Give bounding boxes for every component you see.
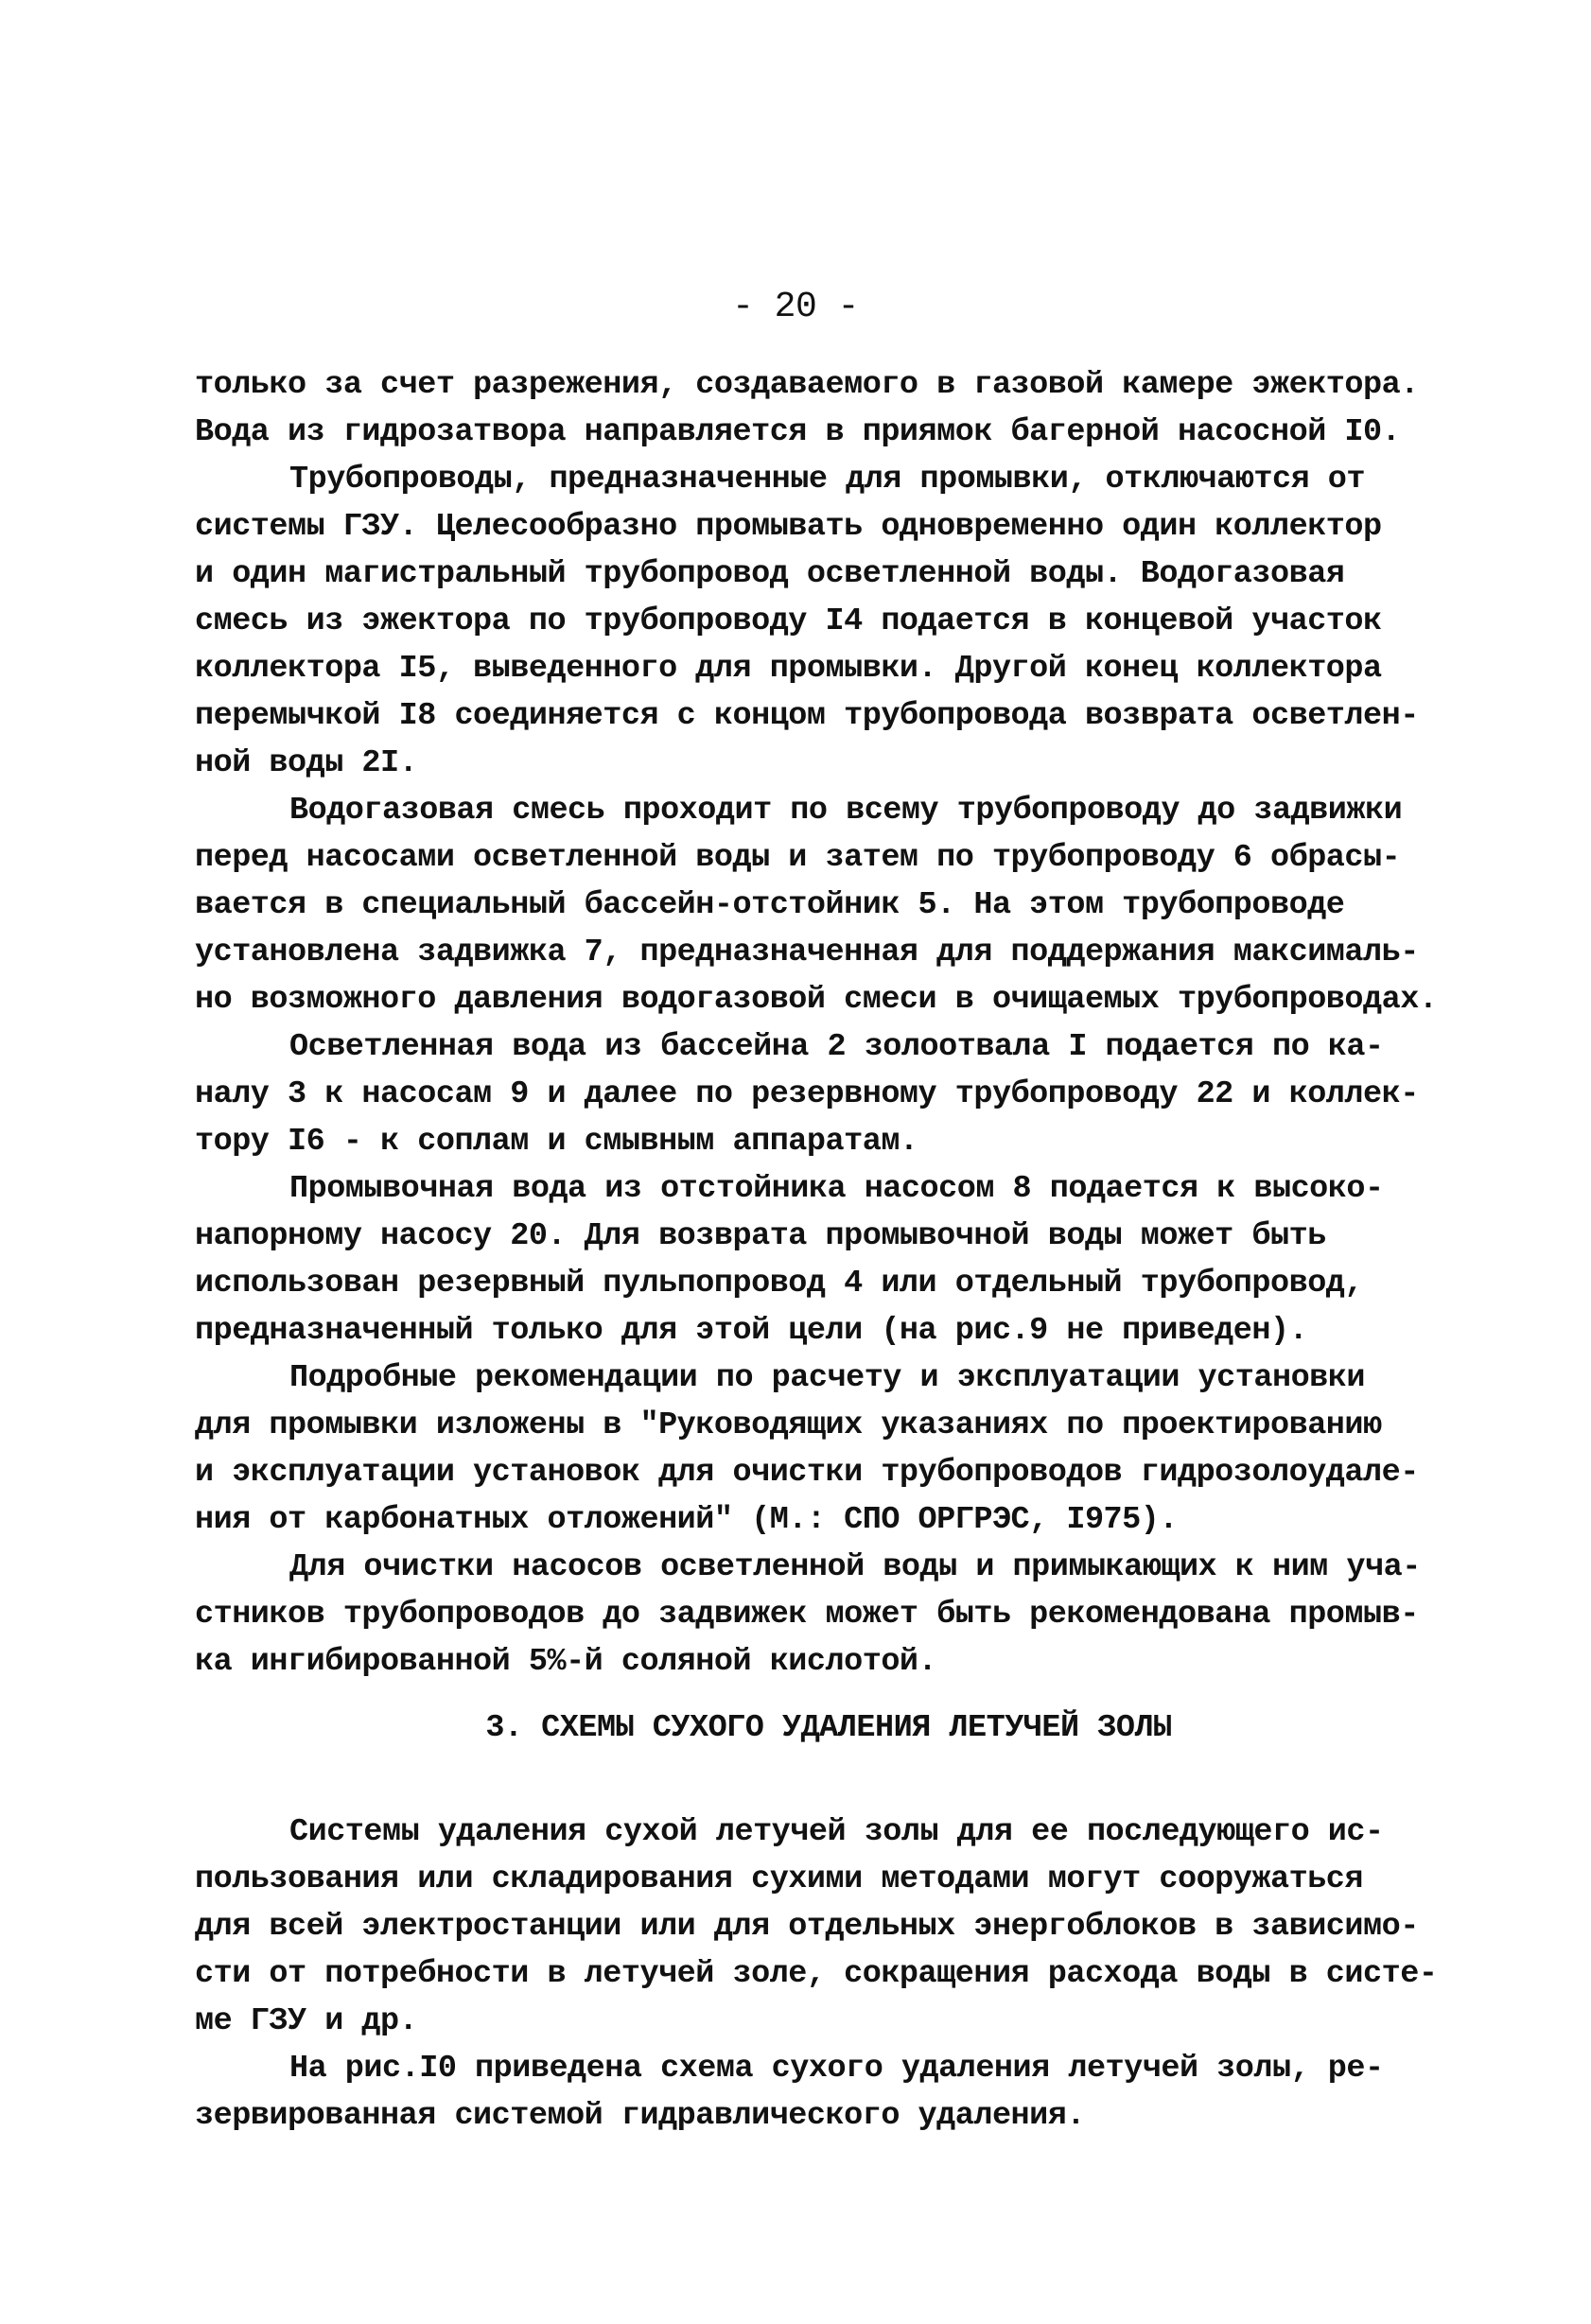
text-line: для промывки изложены в "Руководящих указаниях по проектированию	[195, 1407, 1382, 1443]
paragraph-first-line: Водогазовая смесь проходит по всему трубопроводу до задвижки	[289, 793, 1403, 829]
text-line: Вода из гидрозатвора направляется в приямок багерной насосной I0.	[195, 414, 1401, 450]
text-line: стников трубопроводов до задвижек может быть рекомендована промыв-	[195, 1597, 1419, 1633]
text-line: но возможного давления водогазовой смеси в очищаемых трубопроводах.	[195, 982, 1438, 1018]
text-line: вается в специальный бассейн-отстойник 5. На этом трубопроводе	[195, 887, 1345, 923]
text-line: и один магистральный трубопровод осветленной воды. Водогазовая	[195, 556, 1345, 592]
paragraph-first-line: Трубопроводы, предназначенные для промывки, отключаются от	[289, 462, 1365, 498]
text-line: ка ингибированной 5%-й соляной кислотой.	[195, 1644, 937, 1680]
section-heading: 3. СХЕМЫ СУХОГО УДАЛЕНИЯ ЛЕТУЧЕЙ ЗОЛЫ	[485, 1710, 1172, 1746]
text-line: перемычкой I8 соединяется с концом трубопровода возврата осветлен-	[195, 698, 1419, 734]
text-line: для всей электростанции или для отдельных энергоблоков в зависимо-	[195, 1909, 1419, 1945]
text-line: только за счет разрежения, создаваемого в газовой камере эжектора.	[195, 367, 1419, 403]
text-line: тору I6 - к соплам и смывным аппаратам.	[195, 1124, 918, 1160]
page-number: - 20 -	[732, 287, 859, 327]
paragraph-first-line: Промывочная вода из отстойника насосом 8 подается к высоко-	[289, 1171, 1384, 1207]
text-line: предназначенный только для этой цели (на рис.9 не приведен).	[195, 1313, 1308, 1349]
text-line: ме ГЗУ и др.	[195, 2003, 418, 2039]
paragraph-first-line: Системы удаления сухой летучей золы для ее последующего ис-	[289, 1814, 1384, 1850]
text-line: установлена задвижка 7, предназначенная для поддержания максималь-	[195, 935, 1419, 970]
paragraph-first-line: На рис.I0 приведена схема сухого удаления летучей золы, ре-	[289, 2051, 1384, 2087]
text-line: смесь из эжектора по трубопроводу I4 подается в концевой участок	[195, 603, 1382, 639]
text-line: и эксплуатации установок для очистки трубопроводов гидрозолоудале-	[195, 1455, 1419, 1491]
text-line: коллектора I5, выведенного для промывки. Другой конец коллектора	[195, 651, 1382, 687]
text-line: налу 3 к насосам 9 и далее по резервному трубопроводу 22 и коллек-	[195, 1076, 1419, 1112]
paragraph-first-line: Осветленная вода из бассейна 2 золоотвала I подается по ка-	[289, 1029, 1384, 1065]
paragraph-first-line: Подробные рекомендации по расчету и эксплуатации установки	[289, 1360, 1365, 1396]
text-line: перед насосами осветленной воды и затем по трубопроводу 6 обрасы-	[195, 840, 1401, 876]
text-line: использован резервный пульпопровод 4 или отдельный трубопровод,	[195, 1266, 1364, 1302]
paragraph-first-line: Для очистки насосов осветленной воды и примыкающих к ним уча-	[289, 1549, 1421, 1585]
text-line: ния от карбонатных отложений" (М.: СПО ОРГРЭС, I975).	[195, 1502, 1178, 1538]
text-line: пользования или складирования сухими методами могут сооружаться	[195, 1861, 1364, 1897]
spacer	[195, 1771, 1462, 1809]
text-line: зервированная системой гидравлического удаления.	[195, 2098, 1085, 2134]
text-line: ной воды 2I.	[195, 745, 418, 781]
text-line: сти от потребности в летучей золе, сокращения расхода воды в систе-	[195, 1956, 1438, 1992]
text-line: системы ГЗУ. Целесообразно промывать одновременно один коллектор	[195, 509, 1382, 545]
body-text	[195, 361, 1462, 2140]
text-line: напорному насосу 20. Для возврата промывочной воды может быть	[195, 1218, 1326, 1254]
